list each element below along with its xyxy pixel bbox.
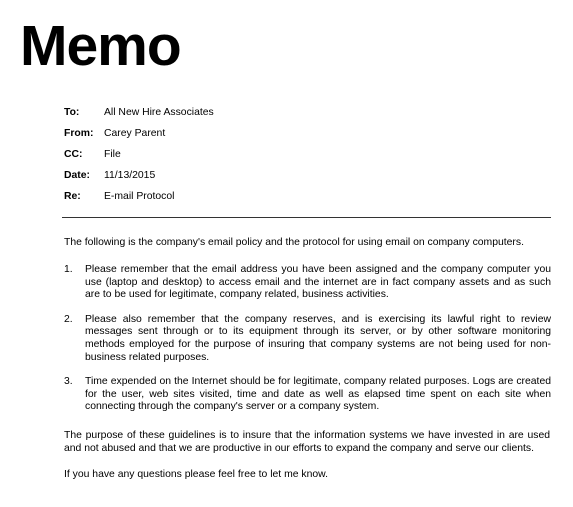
header-row-cc	[64, 144, 214, 165]
list-item-number: 2.	[64, 313, 73, 325]
list-item-number: 3.	[64, 376, 73, 388]
header-value-date: 11/13/2015	[104, 170, 156, 181]
memo-header	[64, 102, 214, 207]
list-item-text: Time expended on the Internet should be for legitimate, company related purposes. Logs are created for the user, web sites visited, time and date as well as elapsed time spent on each site when connecting through the company's server or a company system.	[85, 376, 551, 413]
header-value-re: E-mail Protocol	[104, 191, 175, 202]
memo-title: Memo	[20, 14, 181, 78]
header-row-from	[64, 123, 214, 144]
header-label-re: Re:	[64, 191, 81, 202]
list-item	[64, 264, 551, 302]
list-item-text: Please remember that the email address you have been assigned and the company computer you use (laptop and desktop) to access email and the internet are in fact company assets and as such are to be used for legitimate, company related, business activities.	[85, 264, 551, 301]
header-label-to: To:	[64, 107, 80, 118]
list-item	[64, 376, 551, 414]
policy-list	[64, 264, 551, 426]
header-divider	[62, 217, 551, 218]
header-value-cc: File	[104, 149, 121, 160]
memo-intro: The following is the company's email policy and the protocol for using email on company computers.	[64, 237, 524, 248]
header-label-cc: CC:	[64, 149, 83, 160]
list-item	[64, 314, 551, 364]
list-item-number: 1.	[64, 264, 73, 275]
memo-closing-purpose: The purpose of these guidelines is to insure that the information systems we have invested in are used and not abused and that we are productive in our efforts to expand the company and serve our clients.	[64, 430, 550, 454]
header-row-date	[64, 165, 214, 186]
header-label-date: Date:	[64, 170, 90, 181]
header-row-re	[64, 186, 214, 207]
header-value-to: All New Hire Associates	[104, 107, 214, 118]
memo-closing-questions: If you have any questions please feel free to let me know.	[64, 469, 328, 480]
header-row-to	[64, 102, 214, 123]
header-value-from: Carey Parent	[104, 128, 166, 139]
header-label-from: From:	[64, 128, 94, 139]
list-item-text: Please also remember that the company reserves, and is exercising its lawful right to review messages sent through or to its equipment through its server, or by other software monitoring methods employed for the purpose of insuring that company systems are not being used for non-business related purposes.	[85, 313, 551, 363]
